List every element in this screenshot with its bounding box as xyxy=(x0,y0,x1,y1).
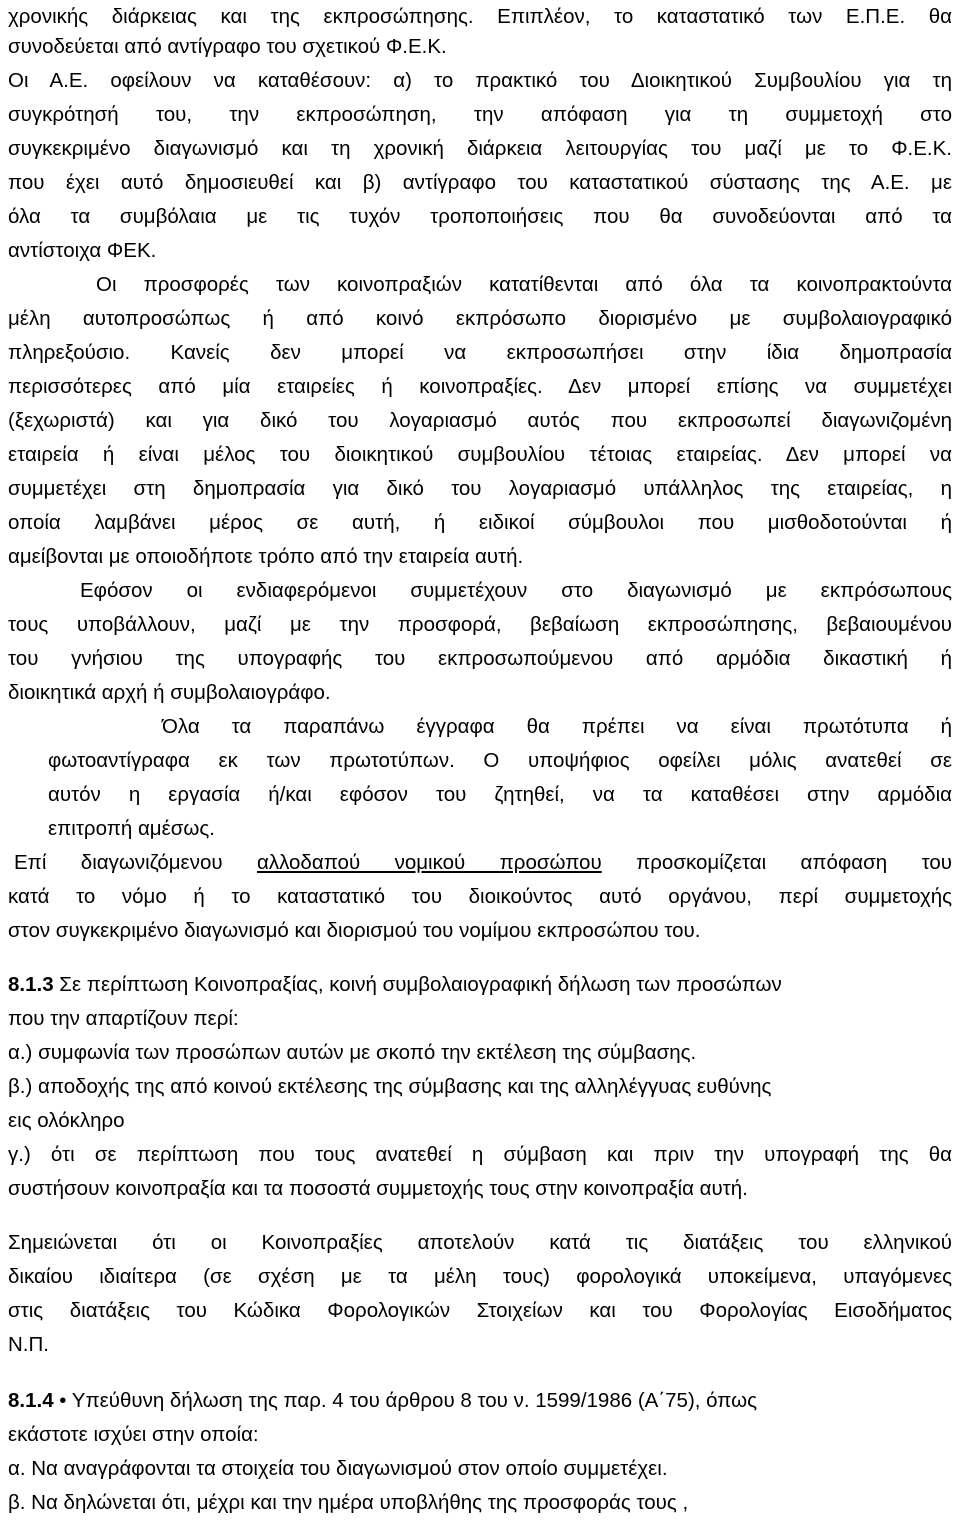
text-segment: που την απαρτίζουν περί: xyxy=(8,1007,239,1030)
text-segment: α.) συμφωνία των προσώπων αυτών με σκοπό την εκτέλεση της σύμβασης. xyxy=(8,1041,697,1064)
text-line xyxy=(8,0,952,34)
text-line xyxy=(8,1226,952,1260)
text-line xyxy=(48,778,952,812)
text-segment: εις ολόκληρο xyxy=(8,1109,125,1132)
text-line xyxy=(8,336,952,370)
text-segment: επιτροπή αμέσως. xyxy=(48,817,215,840)
text-line xyxy=(48,812,952,846)
text-line xyxy=(8,64,952,98)
text-segment: τους υποβάλλουν, μαζί με την προσφορά, βεβαίωση εκπροσώπησης, βεβαιουμένου xyxy=(8,613,952,636)
text-segment: περισσότερες από μία εταιρείες ή κοινοπραξίες. Δεν μπορεί επίσης να συμμετέχει xyxy=(8,375,952,398)
text-line xyxy=(8,30,952,64)
text-segment: Επί διαγωνιζόμενου xyxy=(14,851,257,874)
text-line xyxy=(8,968,952,1002)
text-segment: αυτόν η εργασία ή/και εφόσον του ζητηθεί, να τα καταθέσει στην αρμόδια xyxy=(48,783,952,806)
text-line xyxy=(8,1418,952,1452)
text-segment: οποία λαμβάνει μέρος σε αυτή, ή ειδικοί σύμβουλοι που μισθοδοτούνται ή xyxy=(8,511,952,534)
text-line xyxy=(8,472,952,506)
text-line xyxy=(8,1486,952,1520)
text-line xyxy=(80,574,952,608)
text-segment: πληρεξούσιο. Κανείς δεν μπορεί να εκπροσωπήσει στην ίδια δημοπρασία xyxy=(8,341,952,364)
text-segment: διοικητικά αρχή ή συμβολαιογράφο. xyxy=(8,681,331,704)
text-segment: Όλα τα παραπάνω έγγραφα θα πρέπει να είναι πρωτότυπα ή xyxy=(162,715,952,738)
text-segment: αντίστοιχα ΦΕΚ. xyxy=(8,239,157,262)
text-segment: εταιρεία ή είναι μέλος του διοικητικού συμβουλίου τέτοιας εταιρείας. Δεν μπορεί να xyxy=(8,443,952,466)
text-line xyxy=(48,744,952,778)
text-segment: Σημειώνεται ότι οι Κοινοπραξίες αποτελούν κατά τις διατάξεις του ελληνικού xyxy=(8,1231,952,1254)
text-segment: συστήσουν κοινοπραξία και τα ποσοστά συμμετοχής τους στην κοινοπραξία αυτή. xyxy=(8,1177,748,1200)
text-line xyxy=(96,268,952,302)
text-line xyxy=(8,98,952,132)
text-segment: μέλη αυτοπροσώπως ή από κοινό εκπρόσωπο διορισμένο με συμβολαιογραφικό xyxy=(8,307,952,330)
text-line xyxy=(8,1070,952,1104)
text-segment: α. Να αναγράφονται τα στοιχεία του διαγωνισμού στον οποίο συμμετέχει. xyxy=(8,1457,668,1480)
text-segment: χρονικής διάρκειας και της εκπροσώπησης. Επιπλέον, το καταστατικό των Ε.Π.Ε. θα xyxy=(8,5,952,28)
text-segment: δικαίου ιδιαίτερα (σε σχέση με τα μέλη τους) φορολογικά υποκείμενα, υπαγόμενες xyxy=(8,1265,952,1288)
text-line xyxy=(8,1104,952,1138)
text-line xyxy=(8,1328,952,1362)
text-segment: (ξεχωριστά) και για δικό του λογαριασμό αυτός που εκπροσωπεί διαγωνιζομένη xyxy=(8,409,952,432)
text-line xyxy=(8,1138,952,1172)
text-line xyxy=(8,404,952,438)
text-line xyxy=(8,1172,952,1206)
text-line xyxy=(8,608,952,642)
text-line xyxy=(8,200,952,234)
text-segment: συμμετέχει στη δημοπρασία για δικό του λογαριασμό υπάλληλος της εταιρείας, η xyxy=(8,477,952,500)
text-segment: προσκομίζεται απόφαση του xyxy=(601,851,952,874)
text-segment: στις διατάξεις του Κώδικα Φορολογικών Στοιχείων και του Φορολογίας Εισοδήματος xyxy=(8,1299,952,1322)
text-line xyxy=(8,166,952,200)
text-line xyxy=(14,846,952,880)
section-number: 8.1.3 xyxy=(8,973,54,996)
section-number: 8.1.4 xyxy=(8,1389,54,1412)
text-segment: Οι Α.Ε. οφείλουν να καταθέσουν: α) το πρακτικό του Διοικητικού Συμβουλίου για τη xyxy=(8,69,952,92)
text-line xyxy=(8,1384,952,1418)
text-line xyxy=(8,880,952,914)
text-line xyxy=(8,642,952,676)
text-segment: Σε περίπτωση Κοινοπραξίας, κοινή συμβολαιογραφική δήλωση των προσώπων xyxy=(53,973,782,996)
text-segment: όλα τα συμβόλαια με τις τυχόν τροποποιήσεις που θα συνοδεύονται από τα xyxy=(8,205,952,228)
text-segment: κατά το νόμο ή το καταστατικό του διοικούντος αυτό οργάνου, περί συμμετοχής xyxy=(8,885,952,908)
text-segment: • Υπεύθυνη δήλωση της παρ. 4 του άρθρου 8 του ν. 1599/1986 (Α΄75), όπως xyxy=(53,1389,758,1412)
text-segment: εκάστοτε ισχύει στην οποία: xyxy=(8,1423,259,1446)
text-line xyxy=(8,234,952,268)
text-segment: Οι προσφορές των κοινοπραξιών κατατίθενται από όλα τα κοινοπρακτούντα xyxy=(96,273,952,296)
text-line xyxy=(8,506,952,540)
text-segment: Εφόσον οι ενδιαφερόμενοι συμμετέχουν στο διαγωνισμό με εκπρόσωπους xyxy=(80,579,952,602)
text-line xyxy=(8,438,952,472)
text-segment: β.) αποδοχής της από κοινού εκτέλεσης της σύμβασης και της αλληλέγγυας ευθύνης xyxy=(8,1075,772,1098)
text-line xyxy=(8,370,952,404)
text-line xyxy=(8,1294,952,1328)
text-segment: συγκεκριμένο διαγωνισμό και τη χρονική διάρκεια λειτουργίας του μαζί με το Φ.Ε.Κ. xyxy=(8,137,952,160)
text-segment: γ.) ότι σε περίπτωση που τους ανατεθεί η σύμβαση και πριν την υπογραφή της θα xyxy=(8,1143,952,1166)
text-line xyxy=(8,1260,952,1294)
text-segment: φωτοαντίγραφα εκ των πρωτοτύπων. Ο υποψήφιος οφείλει μόλις ανατεθεί σε xyxy=(48,749,952,772)
text-line xyxy=(8,676,952,710)
text-segment: αμείβονται με οποιοδήποτε τρόπο από την εταιρεία αυτή. xyxy=(8,545,524,568)
text-segment: β. Να δηλώνεται ότι, μέχρι και την ημέρα υποβλήθης της προσφοράς τους , xyxy=(8,1491,689,1514)
text-line xyxy=(8,1036,952,1070)
text-line xyxy=(8,540,952,574)
text-segment: στον συγκεκριμένο διαγωνισμό και διορισμού του νομίμου εκπροσώπου του. xyxy=(8,919,701,942)
text-line xyxy=(162,710,952,744)
text-segment: που έχει αυτό δημοσιευθεί και β) αντίγραφο του καταστατικού σύστασης της Α.Ε. με xyxy=(8,171,952,194)
text-segment: του γνήσιου της υπογραφής του εκπροσωπούμενου από αρμόδια δικαστική ή xyxy=(8,647,952,670)
underlined-phrase: αλλοδαπού νομικού προσώπου xyxy=(256,851,602,874)
text-segment: συνοδεύεται από αντίγραφο του σχετικού Φ.Ε.Κ. xyxy=(8,35,447,58)
text-segment: συγκρότησή του, την εκπροσώπηση, την απόφαση για τη συμμετοχή στο xyxy=(8,103,952,126)
text-segment: Ν.Π. xyxy=(8,1333,49,1356)
text-line xyxy=(8,302,952,336)
text-line xyxy=(8,132,952,166)
text-line xyxy=(8,914,952,948)
text-line xyxy=(8,1452,952,1486)
text-line xyxy=(8,1002,952,1036)
